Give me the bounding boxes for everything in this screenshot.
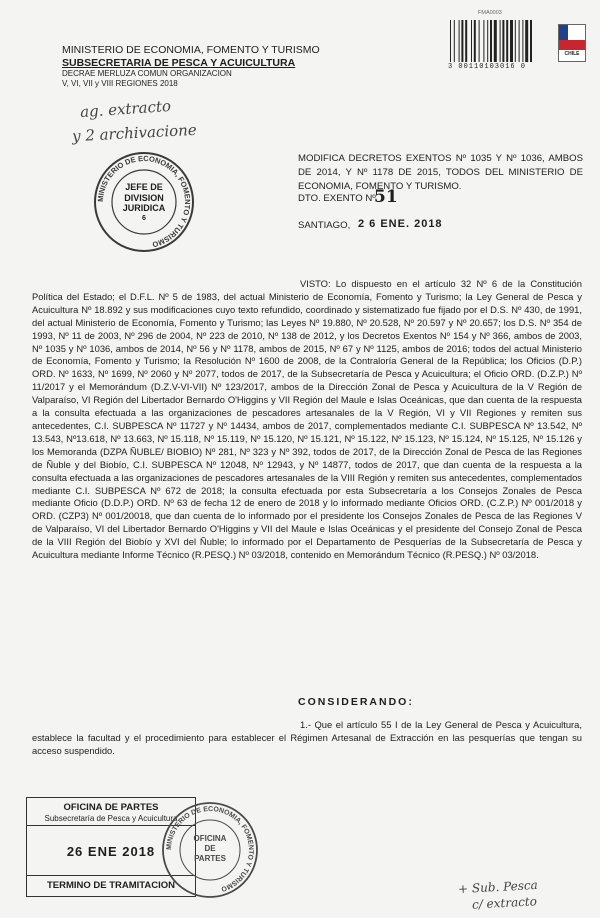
letterhead [62,44,320,89]
place-date-line [298,218,443,231]
place: SANTIAGO, [298,220,351,231]
considerando-heading: CONSIDERANDO: [298,696,414,708]
logo-text: CHILE [564,51,580,57]
barcode-icon [448,20,552,62]
handwritten-note-1: ag. extracto [79,96,172,122]
seal-center-line-1: OFICINA [193,834,227,843]
doc-code-small: FMA0003 [478,10,502,16]
handwritten-note-3: + Sub. Pesca [457,877,539,897]
stamp-footer: TERMINO DE TRAMITACION [27,875,195,896]
visto-section [32,278,582,562]
letterhead-line-4: V, VI, VII y VIII REGIONES 2018 [62,79,178,88]
seal-center-line-4: 6 [142,214,146,222]
juridica-seal [92,150,196,254]
barcode [448,20,552,62]
decree-date: 2 6 ENE. 2018 [358,218,443,230]
decree-number-line [298,187,398,207]
stamp-title: OFICINA DE PARTES [63,802,159,813]
seal-center-line-1: JEFE DE [125,182,163,192]
handwritten-note-2: y 2 archivacione [71,120,198,146]
decree-label: DTO. EXENTO Nº [298,193,376,204]
decree-number: 51 [374,187,398,207]
visto-paragraph: VISTO: Lo dispuesto en el artículo 32 Nº 6 de la Constitución Política del Estado; el D.F.L. Nº 5 de 1983, del actual Ministerio de Economía, Fomento y Turismo; la Ley General de Pesca y Acuicultura Nº 18.892 y sus modificaciones cuyo texto refundido, coordinado y sistematizado fue fijado por el D.S. Nº 430, de 1991, del actual Ministerio de Economía, Fomento y Turismo; las Leyes Nº 19.880, Nº 20.528, Nº 20.597 y Nº 20.657; los D.S. Nº 354 de 1993, Nº 11 de 2003, Nº 296 de 2004, Nº 223 de 2010, Nº 138 de 2012, y los Decretos Exentos Nº 154 y Nº 366, ambos de 2003, Nº 1035 y Nº 1036, ambos de 2014, Nº 56 y Nº 1178, ambos de 2015, Nº 67 y Nº 1125, ambos de 2016; todos del actual Ministerio de Economía, Fomento y Turismo; la Resolución Nº 1600 de 2008, de la Contraloría General de la República; los Oficios (D.P.) ORD. Nº 1633, Nº 1699, Nº 2060 y Nº 2077, todos de 2017, de la Subsecretaría de Pesca y Acuicultura; el Oficio ORD. (D.Z.P.) Nº 11/2017 y el Memorándum (D.Z.V-VI-VII) Nº 123/2017, ambos de la Dirección Zonal de Pesca y Acuicultura de la V Región de Valparaíso, VI Región del Libertador Bernardo O'Higgins y VII Región del Maule e Islas Oceánicas, que dan cuenta de la respuesta a la consulta efectuada a las organizaciones de pescadores artesanales de la V Región, VI y VII Regiones y remiten sus antecedentes, C.I. SUBPESCA Nº 11727 y Nº 14434, ambos de 2017, complementados mediante C.I. SUBPESCA Nº 13.542, Nº 13.543, Nº13.618, Nº 13.663, Nº 15.118, Nº 15.119, Nº 15.120, Nº 15.121, Nº 15.122, Nº 15.123, Nº 15.124, Nº 15.125, Nº 15.126 y los Memoranda (DZPA ÑUBLE/ BIOBIO) Nº 281, Nº 323 y Nº 392, todos de 2017, de la Dirección Zonal de Pesca de las Regiones de Ñuble y del Biobío, C.I. SUBPESCA Nº 12048, Nº 12943, y Nº 14877, todos de 2017, que dan cuenta de la respuesta a la consulta efectuada a las organizaciones de pescadores artesanales de la VIII Región y remiten sus antecedentes, complementados mediante C.I. SUBPESCA Nº 672 de 2018; la consulta efectuada por esta Subsecretaría a los Consejos Zonales de Pesca mediante Oficio (D.D.P.) ORD. Nº 63 de fecha 12 de enero de 2018 y lo informado mediante Oficios ORD. (C.Z.P.) Nº 001/2018 y ORD. (CZP3) Nº 001/20018, que dan cuenta de lo informado por el presidente los Consejos Zonales de Pesca de las Regiones V de Valparaíso, VI del Libertador Bernardo O'Higgins y VII del Maule e Islas Oceánicas y el presidente del Consejo Zonal de Pesca de la VIII Región del Biobío y XVI del Ñuble; lo informado por el Departamento de Pesquerías de la Subsecretaría de Pesca y Acuicultura mediante Informe Técnico (R.PESQ.) Nº 03/2018, contenido en Memorándum Técnico (R.PESQ.) Nº 03/2018. [32,278,582,561]
letterhead-line-3: DECRAE MERLUZA COMUN ORGANIZACION [62,69,232,78]
ministry-name: MINISTERIO DE ECONOMIA, FOMENTO Y TURISMO [62,44,320,56]
handwritten-note-4: c/ extracto [471,894,538,912]
seal-ring-text: MINISTERIO DE ECONOMIA, FOMENTO Y TURISMO [95,153,193,250]
seal-ring-text: MINISTERIO DE ECONOMIA, FOMENTO Y TURISMO [165,805,255,893]
decree-subject: MODIFICA DECRETOS EXENTOS Nº 1035 Y Nº 1036, AMBOS DE 2014, Y Nº 1178 DE 2015, TODOS DEL MINISTERIO DE ECONOMIA, FOMENTO Y TURISMO. [298,153,583,192]
barcode-number: 3 00110103016 0 [448,63,527,71]
subsecretaria-name: SUBSECRETARIA DE PESCA Y ACUICULTURA [62,56,296,69]
considerando-section [32,719,582,758]
considerando-paragraph-1: 1.- Que el artículo 55 I de la Ley General de Pesca y Acuicultura, establece la facultad y el procedimiento para establecer el Régimen Artesanal de Extracción en las pesquerías que tengan su acceso suspendido. [32,719,582,756]
government-logo [558,24,586,62]
seal-center-line-2: DE [204,844,216,853]
oficina-partes-seal [160,800,260,900]
seal-center-line-3: PARTES [194,854,226,863]
seal-center-line-3: JURIDICA [122,203,166,213]
stamp-subtitle: Subsecretaría de Pesca y Acuicultura [27,814,195,826]
seal-center-line-2: DIVISION [124,192,164,203]
stamp-date: 26 ENE 2018 [66,844,156,859]
